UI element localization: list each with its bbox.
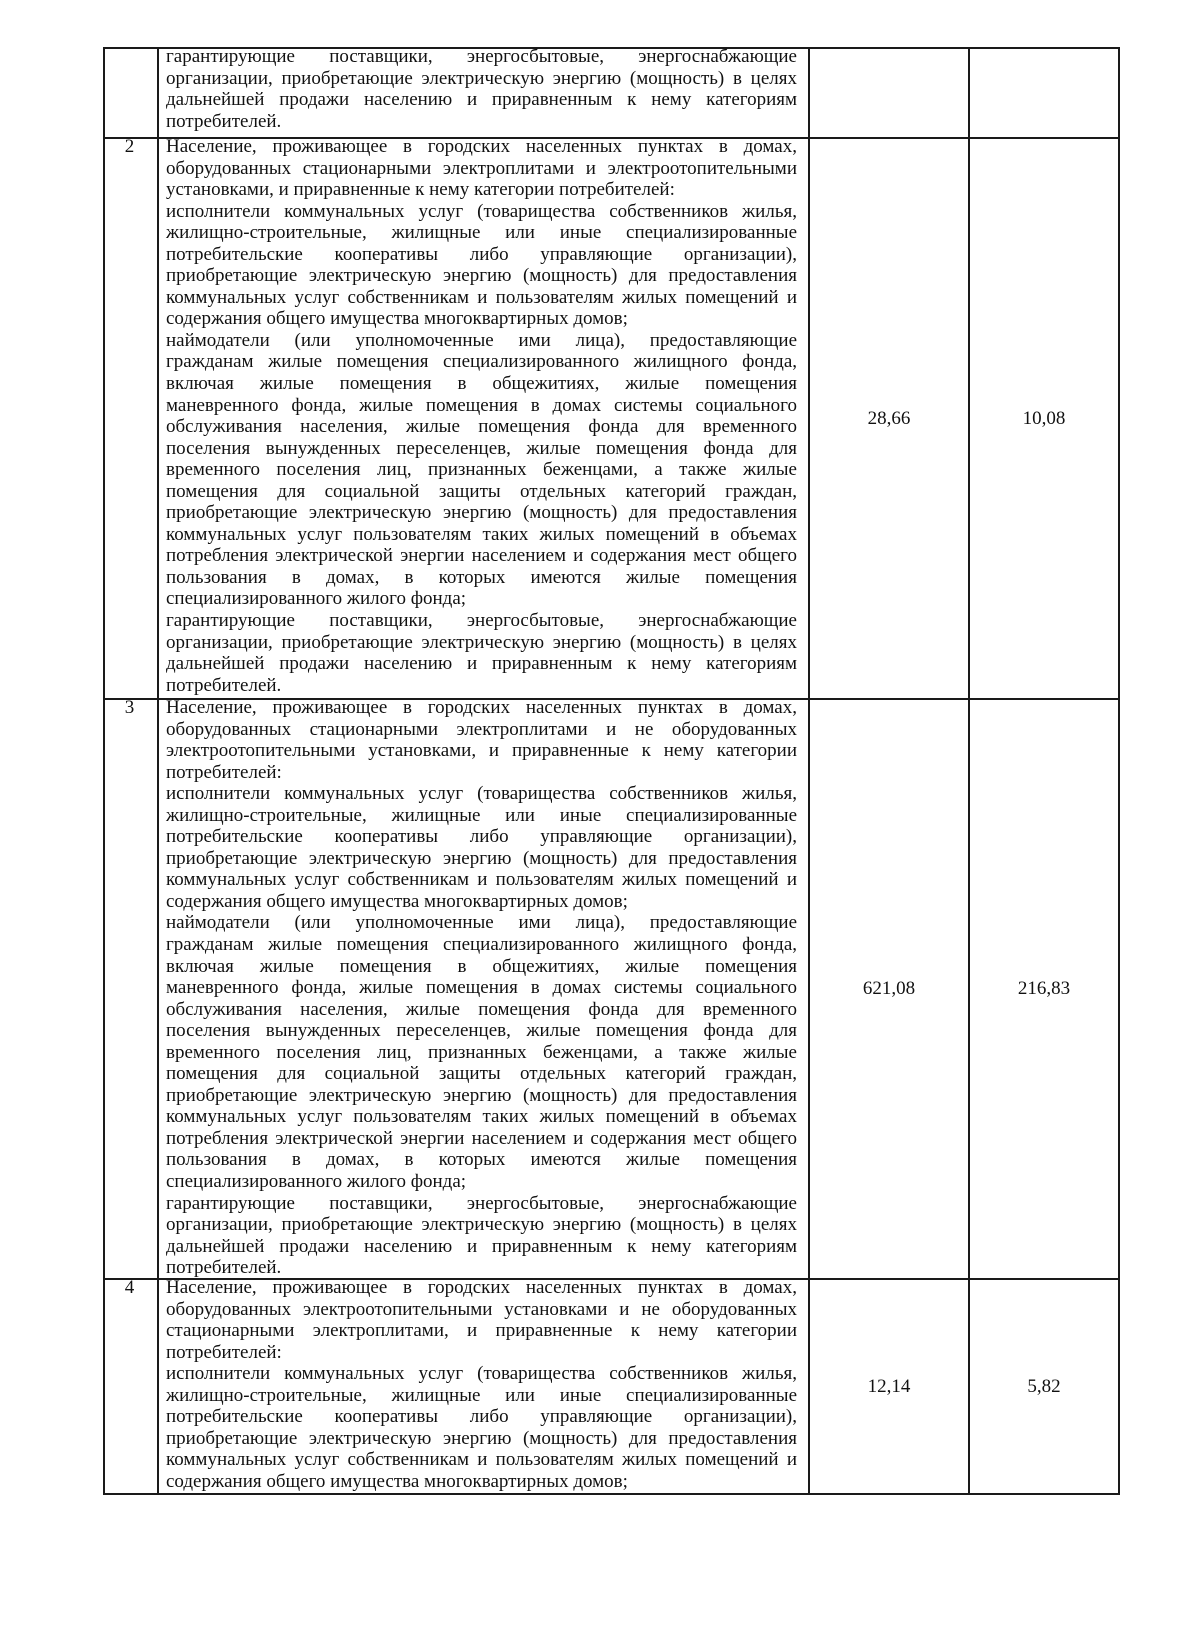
line-text: приобретающие электрическую энергию (мощность) для предоставления bbox=[166, 502, 797, 524]
text-line bbox=[166, 653, 797, 675]
row-value-1-cell bbox=[808, 698, 968, 1278]
text-line bbox=[166, 351, 797, 373]
text-line bbox=[166, 956, 797, 978]
paragraph bbox=[166, 1363, 797, 1492]
row-value-2-cell bbox=[968, 1278, 1118, 1493]
line-text: коммунальных услуг собственникам и пользователям жилых помещений и bbox=[166, 1449, 797, 1471]
line-text: поселения вынужденных переселенцев, жилые помещения фонда для bbox=[166, 1020, 797, 1042]
text-line bbox=[166, 1471, 797, 1493]
line-text: включая жилые помещения в общежитиях, жилые помещения bbox=[166, 373, 797, 395]
row-description-cell bbox=[157, 137, 808, 698]
line-text: содержания общего имущества многоквартирных домов; bbox=[166, 1470, 628, 1492]
line-text: гарантирующие поставщики, энергосбытовые, энергоснабжающие bbox=[166, 1192, 797, 1214]
row-number: 2 bbox=[124, 136, 135, 157]
text-line bbox=[166, 1320, 797, 1342]
text-line bbox=[166, 111, 797, 133]
row-number-cell bbox=[103, 1278, 157, 1493]
text-line bbox=[166, 783, 797, 805]
line-text: дальнейшей продажи населению и приравненным к нему категориям bbox=[166, 89, 797, 111]
text-line bbox=[166, 1106, 797, 1128]
paragraph bbox=[166, 610, 797, 696]
paragraph bbox=[166, 330, 797, 610]
line-text: потребителей: bbox=[166, 1341, 282, 1363]
text-line bbox=[166, 373, 797, 395]
line-text: оборудованных электроотопительными установками и не оборудованных bbox=[166, 1298, 797, 1320]
text-line bbox=[166, 1214, 797, 1236]
line-text: потребительские кооперативы либо управляющие организации), bbox=[166, 1406, 797, 1428]
text-line bbox=[166, 395, 797, 417]
text-line bbox=[166, 46, 797, 68]
line-text: гарантирующие поставщики, энергосбытовые, энергоснабжающие bbox=[166, 610, 797, 632]
text-line bbox=[166, 1406, 797, 1428]
line-text: установками, и приравненные к нему категории потребителей: bbox=[166, 179, 675, 201]
paragraph bbox=[166, 1193, 797, 1279]
line-text: коммунальных услуг собственникам и пользователям жилых помещений и bbox=[166, 869, 797, 891]
text-line bbox=[166, 740, 797, 762]
text-line bbox=[166, 1042, 797, 1064]
text-line bbox=[166, 1449, 797, 1471]
line-text: обслуживания населения, жилые помещения фонда для временного bbox=[166, 416, 797, 438]
line-text: помещения для социальной защиты отдельных категорий граждан, bbox=[166, 480, 797, 502]
line-text: оборудованных стационарными электроплитами и не оборудованных bbox=[166, 718, 797, 740]
row-value-1: 621,08 bbox=[862, 978, 916, 999]
line-text: гарантирующие поставщики, энергосбытовые, энергоснабжающие bbox=[166, 46, 797, 67]
text-line bbox=[166, 481, 797, 503]
text-line bbox=[166, 1149, 797, 1171]
line-text: жилищно-строительные, жилищные или иные специализированные bbox=[166, 1384, 797, 1406]
row-value-1: 28,66 bbox=[867, 407, 911, 429]
row-description bbox=[166, 136, 797, 696]
line-text: стационарными электроплитами, и приравненные к нему категории bbox=[166, 1320, 797, 1342]
line-text: исполнители коммунальных услуг (товарищества собственников жилья, bbox=[166, 1363, 797, 1385]
line-text: потребительские кооперативы либо управляющие организации), bbox=[166, 826, 797, 848]
text-line bbox=[166, 244, 797, 266]
text-line bbox=[166, 1299, 797, 1321]
line-text: обслуживания населения, жилые помещения фонда для временного bbox=[166, 998, 797, 1020]
line-text: наймодатели (или уполномоченные ими лица), предоставляющие bbox=[166, 912, 797, 934]
text-line bbox=[166, 1085, 797, 1107]
paragraph bbox=[166, 201, 797, 330]
paragraph bbox=[166, 1277, 797, 1363]
line-text: дальнейшей продажи населению и приравненным к нему категориям bbox=[166, 1235, 797, 1257]
text-line bbox=[166, 89, 797, 111]
line-text: содержания общего имущества многоквартирных домов; bbox=[166, 890, 628, 912]
text-line bbox=[166, 805, 797, 827]
text-line bbox=[166, 287, 797, 309]
line-text: организации, приобретающие электрическую энергию (мощность) в целях bbox=[166, 631, 797, 653]
line-text: гражданам жилые помещения специализированного жилищного фонда, bbox=[166, 351, 797, 373]
line-text: специализированного жилого фонда; bbox=[166, 1171, 467, 1193]
line-text: потребления электрической энергии населением и содержания мест общего bbox=[166, 1127, 797, 1149]
row-number-cell bbox=[103, 698, 157, 1278]
line-text: содержания общего имущества многоквартирных домов; bbox=[166, 308, 628, 330]
paragraph bbox=[166, 46, 797, 132]
text-line bbox=[166, 632, 797, 654]
row-value-2: 10,08 bbox=[1022, 407, 1066, 429]
line-text: пользования в домах, в которых имеются жилые помещения bbox=[166, 566, 797, 588]
line-text: включая жилые помещения в общежитиях, жилые помещения bbox=[166, 955, 797, 977]
line-text: временного поселения лиц, признанных беженцами, а также жилые bbox=[166, 1041, 797, 1063]
text-line bbox=[166, 762, 797, 784]
line-text: организации, приобретающие электрическую энергию (мощность) в целях bbox=[166, 1214, 797, 1236]
line-text: временного поселения лиц, признанных беженцами, а также жилые bbox=[166, 459, 797, 481]
row-value-1-cell bbox=[808, 137, 968, 698]
text-line bbox=[166, 826, 797, 848]
text-line bbox=[166, 459, 797, 481]
line-text: маневренного фонда, жилые помещения в домах системы социального bbox=[166, 977, 797, 999]
line-text: Население, проживающее в городских населенных пунктах в домах, bbox=[166, 136, 797, 157]
line-text: жилищно-строительные, жилищные или иные специализированные bbox=[166, 222, 797, 244]
line-text: потребителей. bbox=[166, 110, 282, 132]
text-line bbox=[166, 308, 797, 330]
text-line bbox=[166, 1193, 797, 1215]
line-text: исполнители коммунальных услуг (товарищества собственников жилья, bbox=[166, 783, 797, 805]
line-text: маневренного фонда, жилые помещения в домах системы социального bbox=[166, 394, 797, 416]
text-line bbox=[166, 68, 797, 90]
text-line bbox=[166, 934, 797, 956]
line-text: приобретающие электрическую энергию (мощность) для предоставления bbox=[166, 1084, 797, 1106]
line-text: наймодатели (или уполномоченные ими лица), предоставляющие bbox=[166, 329, 797, 351]
paragraph bbox=[166, 912, 797, 1192]
row-description-cell bbox=[157, 47, 808, 137]
line-text: специализированного жилого фонда; bbox=[166, 588, 467, 610]
row-description-cell bbox=[157, 698, 808, 1278]
tariff-table bbox=[103, 47, 1120, 1495]
text-line bbox=[166, 999, 797, 1021]
text-line bbox=[166, 675, 797, 697]
row-value-2-cell bbox=[968, 698, 1118, 1278]
text-line bbox=[166, 1063, 797, 1085]
line-text: жилищно-строительные, жилищные или иные специализированные bbox=[166, 804, 797, 826]
line-text: потребителей. bbox=[166, 1257, 282, 1279]
row-number: 3 bbox=[124, 697, 135, 718]
line-text: приобретающие электрическую энергию (мощность) для предоставления bbox=[166, 265, 797, 287]
text-line bbox=[166, 502, 797, 524]
line-text: потребителей. bbox=[166, 674, 282, 696]
paragraph bbox=[166, 697, 797, 783]
line-text: коммунальных услуг пользователям таких жилых помещений в объемах bbox=[166, 523, 797, 545]
text-line bbox=[166, 1020, 797, 1042]
text-line bbox=[166, 438, 797, 460]
text-line bbox=[166, 1236, 797, 1258]
line-text: приобретающие электрическую энергию (мощность) для предоставления bbox=[166, 1427, 797, 1449]
text-line bbox=[166, 1128, 797, 1150]
text-line bbox=[166, 524, 797, 546]
text-line bbox=[166, 1342, 797, 1364]
line-text: поселения вынужденных переселенцев, жилые помещения фонда для bbox=[166, 437, 797, 459]
text-line bbox=[166, 697, 797, 719]
text-line bbox=[166, 330, 797, 352]
line-text: приобретающие электрическую энергию (мощность) для предоставления bbox=[166, 847, 797, 869]
line-text: гражданам жилые помещения специализированного жилищного фонда, bbox=[166, 934, 797, 956]
line-text: Население, проживающее в городских населенных пунктах в домах, bbox=[166, 697, 797, 718]
line-text: оборудованных стационарными электроплитами и электроотопительными bbox=[166, 157, 797, 179]
row-description-cell bbox=[157, 1278, 808, 1493]
text-line bbox=[166, 136, 797, 158]
line-text: электроотопительными установками, и приравненные к нему категории bbox=[166, 740, 797, 762]
text-line bbox=[166, 610, 797, 632]
row-number: 4 bbox=[124, 1277, 135, 1298]
text-line bbox=[166, 1277, 797, 1299]
paragraph bbox=[166, 783, 797, 912]
text-line bbox=[166, 869, 797, 891]
text-line bbox=[166, 416, 797, 438]
row-value-2-cell bbox=[968, 137, 1118, 698]
line-text: организации, приобретающие электрическую энергию (мощность) в целях bbox=[166, 67, 797, 89]
text-line bbox=[166, 179, 797, 201]
text-line bbox=[166, 567, 797, 589]
line-text: пользования в домах, в которых имеются жилые помещения bbox=[166, 1149, 797, 1171]
line-text: исполнители коммунальных услуг (товарищества собственников жилья, bbox=[166, 200, 797, 222]
line-text: помещения для социальной защиты отдельных категорий граждан, bbox=[166, 1063, 797, 1085]
line-text: коммунальных услуг пользователям таких жилых помещений в объемах bbox=[166, 1106, 797, 1128]
line-text: дальнейшей продажи населению и приравненным к нему категориям bbox=[166, 653, 797, 675]
text-line bbox=[166, 222, 797, 244]
text-line bbox=[166, 912, 797, 934]
line-text: коммунальных услуг собственникам и пользователям жилых помещений и bbox=[166, 286, 797, 308]
row-number-cell bbox=[103, 47, 157, 137]
text-line bbox=[166, 1363, 797, 1385]
text-line bbox=[166, 1171, 797, 1193]
row-value-1-cell bbox=[808, 1278, 968, 1493]
text-line bbox=[166, 1257, 797, 1279]
text-line bbox=[166, 545, 797, 567]
text-line bbox=[166, 588, 797, 610]
line-text: потребления электрической энергии населением и содержания мест общего bbox=[166, 545, 797, 567]
line-text: потребительские кооперативы либо управляющие организации), bbox=[166, 243, 797, 265]
row-value-1: 12,14 bbox=[867, 1375, 911, 1397]
row-number-cell bbox=[103, 137, 157, 698]
text-line bbox=[166, 265, 797, 287]
row-description bbox=[166, 1277, 797, 1492]
text-line bbox=[166, 1385, 797, 1407]
text-line bbox=[166, 977, 797, 999]
line-text: потребителей: bbox=[166, 761, 282, 783]
line-text: Население, проживающее в городских населенных пунктах в домах, bbox=[166, 1277, 797, 1298]
text-line bbox=[166, 719, 797, 741]
text-line bbox=[166, 1428, 797, 1450]
text-line bbox=[166, 848, 797, 870]
row-description bbox=[166, 46, 797, 132]
text-line bbox=[166, 891, 797, 913]
text-line bbox=[166, 201, 797, 223]
paragraph bbox=[166, 136, 797, 201]
row-value-1-cell bbox=[808, 47, 968, 137]
row-value-2-cell bbox=[968, 47, 1118, 137]
row-description bbox=[166, 697, 797, 1279]
text-line bbox=[166, 158, 797, 180]
row-value-2: 216,83 bbox=[1017, 978, 1071, 999]
row-value-2: 5,82 bbox=[1027, 1375, 1061, 1397]
